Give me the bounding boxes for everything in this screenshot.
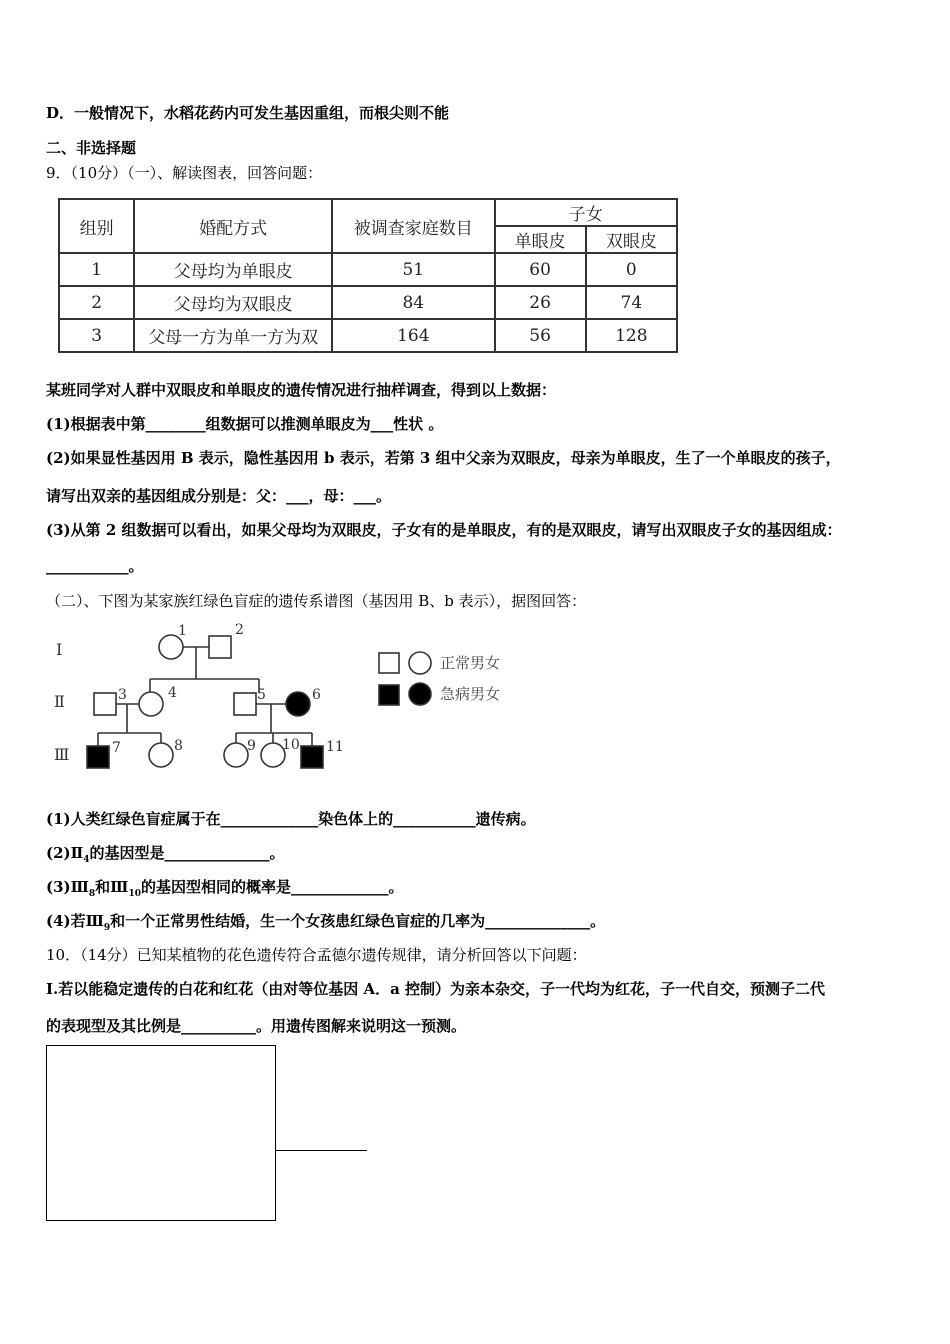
table-header: 婚配方式 [134, 199, 332, 253]
individual-number: 2 [235, 622, 244, 638]
table-cell: 0 [586, 253, 677, 286]
individual-9 [224, 743, 248, 767]
individual-number: 3 [118, 687, 127, 703]
table-cell: 56 [495, 319, 586, 352]
table-cell: 父母均为单眼皮 [134, 253, 332, 286]
table-subheader: 双眼皮 [586, 226, 677, 253]
table-cell: 父母均为双眼皮 [134, 286, 332, 319]
table-cell: 2 [59, 286, 134, 319]
subscript: 8 [88, 889, 96, 899]
individual-number: 11 [326, 739, 344, 755]
table-cell: 60 [495, 253, 586, 286]
subscript: 4 [83, 855, 90, 865]
question-9-2b: 请写出双亲的基因组成分别是：父：___，母：___。 [46, 487, 392, 505]
table-row [59, 286, 677, 319]
individual-5 [234, 693, 256, 715]
table-row [59, 253, 677, 286]
table-header: 被调查家庭数目 [332, 199, 494, 253]
legend-normal-female [409, 652, 431, 674]
question-9-intro: 某班同学对人群中双眼皮和单眼皮的遗传情况进行抽样调查，得到以上数据： [46, 381, 557, 399]
individual-6 [286, 692, 310, 716]
individual-number: 6 [312, 687, 321, 703]
individual-3 [94, 693, 116, 715]
legend-normal-label: 正常男女 [440, 654, 501, 672]
individual-2 [209, 636, 231, 658]
table-cell: 26 [495, 286, 586, 319]
individual-number: 10 [282, 737, 300, 753]
question-9-heading: 9．（10分）（一）、解读图表，回答问题： [46, 164, 323, 182]
table-cell: 1 [59, 253, 134, 286]
question-9-3a: (3)从第 2 组数据可以看出，如果父母均为双眼皮，子女有的是单眼皮，有的是双眼皮，请写出双眼皮子女的基因组成： [46, 521, 842, 539]
table-cell: 74 [586, 286, 677, 319]
text-part: (3)Ⅲ [46, 878, 89, 896]
table-header: 组别 [59, 199, 134, 253]
text-part: 的基因型相同的概率是_____________。 [140, 878, 404, 896]
legend-normal-male [379, 653, 399, 673]
subscript: 9 [103, 923, 111, 933]
part-2-heading: （二）、下图为某家族红绿色盲症的遗传系谱图（基因用 B、b 表示），据图回答： [46, 592, 587, 610]
individual-number: 5 [257, 687, 266, 703]
generation-label: Ⅰ [56, 640, 63, 659]
question-9-3b: ___________。 [46, 557, 144, 575]
individual-8 [149, 743, 173, 767]
table-cell: 3 [59, 319, 134, 352]
question-9-2a: (2)如果显性基因用 B 表示，隐性基因用 b 表示，若第 3 组中父亲为双眼皮，母亲为单眼皮，生了一个单眼皮的孩子， [46, 449, 841, 467]
text-part: (4)若Ⅲ [46, 912, 104, 930]
text-part: (2)Ⅱ [46, 844, 84, 862]
subscript: 10 [128, 889, 141, 899]
table-cell: 父母一方为单一方为双 [134, 319, 332, 352]
individual-7 [87, 746, 109, 768]
question-9-1: (1)根据表中第________组数据可以推测单眼皮为___性状 。 [46, 415, 444, 433]
option-d: D．一般情况下，水稻花药内可发生基因重组，而根尖则不能 [46, 104, 450, 122]
individual-4 [139, 692, 163, 716]
table-cell: 84 [332, 286, 494, 319]
individual-number: 8 [174, 738, 183, 754]
survey-table [58, 198, 678, 353]
individual-11 [301, 746, 323, 768]
answer-line [275, 1150, 367, 1151]
pedigree-question-1: (1)人类红绿色盲症属于在_____________染色体上的___________遗传病。 [46, 810, 536, 828]
pedigree-question-2 [46, 842, 285, 865]
generation-label: Ⅱ [54, 692, 65, 711]
individual-number: 4 [168, 685, 177, 701]
legend-affected-male [379, 685, 399, 705]
legend-affected-label: 急病男女 [440, 685, 501, 703]
individual-number: 7 [112, 740, 121, 756]
table-header: 子女 [495, 199, 677, 226]
pedigree-chart [40, 615, 600, 785]
question-10-1b: 的表现型及其比例是__________。用遗传图解来说明这一预测。 [46, 1017, 467, 1035]
table-cell: 164 [332, 319, 494, 352]
text-part: 和Ⅲ [95, 878, 129, 896]
legend-affected-female [409, 683, 431, 705]
individual-number: 9 [247, 738, 256, 754]
section-title: 二、非选择题 [46, 139, 137, 157]
text-part: 和一个正常男性结婚，生一个女孩患红绿色盲症的几率为______________。 [110, 912, 606, 930]
generation-label: Ⅲ [54, 745, 70, 764]
table-row [59, 319, 677, 352]
answer-box[interactable] [46, 1045, 276, 1221]
table-subheader: 单眼皮 [495, 226, 586, 253]
text-part: 的基因型是______________。 [89, 844, 285, 862]
pedigree-question-4 [46, 910, 605, 933]
individual-number: 1 [178, 623, 187, 639]
question-10-1a: I.若以能稳定遗传的白花和红花（由对等位基因 A．a 控制）为亲本杂交，子一代均为红花，子一代自交，预测子二代 [46, 980, 826, 998]
question-10-heading: 10．（14分）已知某植物的花色遗传符合孟德尔遗传规律，请分析回答以下问题： [46, 946, 587, 964]
table-cell: 51 [332, 253, 494, 286]
table-cell: 128 [586, 319, 677, 352]
pedigree-question-3 [46, 876, 404, 899]
